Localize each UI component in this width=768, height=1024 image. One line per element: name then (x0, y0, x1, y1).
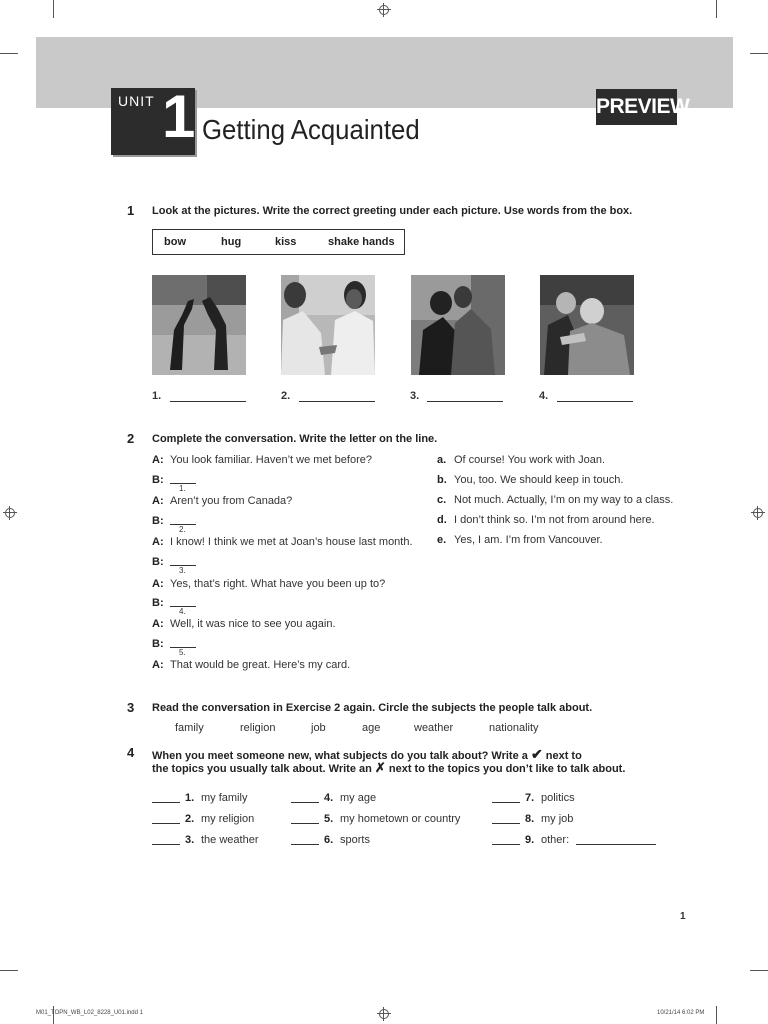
blank-number: 5. (179, 648, 186, 657)
instruction-text: next to (545, 750, 582, 762)
unit-label: UNIT (118, 93, 155, 109)
other-topic-line[interactable] (576, 844, 656, 845)
instruction-text: next to the topics you don’t like to talk about. (388, 763, 626, 775)
exercise-number: 1 (127, 203, 135, 218)
registration-mark-icon (377, 3, 391, 17)
subject-option[interactable]: age (362, 722, 381, 734)
photo-kiss (411, 275, 505, 375)
page-title: Getting Acquainted (202, 114, 420, 145)
answer-line[interactable] (427, 401, 503, 402)
unit-number: 1 (162, 83, 196, 150)
conversation-line: That would be great. Here’s my card. (170, 659, 351, 671)
word-box-item: hug (221, 236, 242, 248)
topic-number: 1. (185, 792, 195, 804)
word-box-item: shake hands (328, 236, 395, 248)
blank-number: 3. (179, 566, 186, 575)
speaker-label: B: (152, 597, 164, 609)
option-letter: b. (437, 474, 447, 486)
option-text: Of course! You work with Joan. (454, 454, 606, 466)
option-letter: a. (437, 454, 447, 466)
word-box-item: bow (164, 236, 186, 248)
speaker-label: B: (152, 638, 164, 650)
blank-number: 1. (179, 484, 186, 493)
topic-label: my age (340, 792, 377, 804)
page-number: 1 (680, 911, 686, 922)
topic-number: 2. (185, 813, 195, 825)
speaker-label: A: (152, 618, 164, 630)
conversation-line: Yes, that’s right. What have you been up to? (170, 578, 386, 590)
preview-badge: PREVIEW (596, 89, 677, 125)
speaker-label: B: (152, 474, 164, 486)
exercise-instruction (152, 760, 625, 776)
option-text: I don’t think so. I’m not from around here. (454, 514, 655, 526)
option-text: Yes, I am. I’m from Vancouver. (454, 534, 603, 546)
exercise-number: 4 (127, 745, 135, 760)
topic-number: 3. (185, 834, 195, 846)
instruction-text: When you meet someone new, what subjects do you talk about? Write a (152, 750, 528, 762)
answer-line[interactable] (557, 401, 633, 402)
speaker-label: B: (152, 556, 164, 568)
exercise-instruction: Complete the conversation. Write the letter on the line. (152, 433, 438, 445)
topic-answer-blank[interactable] (492, 823, 520, 824)
speaker-label: A: (152, 495, 164, 507)
registration-mark-icon (3, 506, 17, 520)
picture-label: 3. (410, 390, 420, 402)
topic-answer-blank[interactable] (291, 802, 319, 803)
crop-mark (53, 0, 54, 18)
exercise-number: 3 (127, 700, 135, 715)
crop-mark (750, 970, 768, 971)
speaker-label: A: (152, 454, 164, 466)
topic-answer-blank[interactable] (152, 823, 180, 824)
topic-label: my religion (201, 813, 255, 825)
picture-label: 2. (281, 390, 291, 402)
subject-option[interactable]: family (175, 722, 204, 734)
blank-number: 4. (179, 607, 186, 616)
topic-answer-blank[interactable] (152, 802, 180, 803)
subject-option[interactable]: weather (414, 722, 454, 734)
subject-option[interactable]: nationality (489, 722, 539, 734)
topic-label: politics (541, 792, 575, 804)
option-letter: c. (437, 494, 447, 506)
footer-date: 10/21/14 6:02 PM (657, 1010, 705, 1016)
topic-label: the weather (201, 834, 259, 846)
speaker-label: B: (152, 515, 164, 527)
word-box (152, 229, 405, 255)
x-mark-icon: ✗ (374, 760, 386, 775)
topic-number: 5. (324, 813, 334, 825)
topic-number: 7. (525, 792, 535, 804)
crop-mark (716, 0, 717, 18)
speaker-label: A: (152, 659, 164, 671)
topic-number: 8. (525, 813, 535, 825)
footer-filename: M01_TOPN_WB_L02_8228_U01.indd 1 (36, 1010, 143, 1016)
registration-mark-icon (377, 1007, 391, 1021)
exercise-instruction: Look at the pictures. Write the correct greeting under each picture. Use words from the box. (152, 205, 633, 217)
conversation-line: I know! I think we met at Joan’s house last month. (170, 536, 413, 548)
picture-label: 4. (539, 390, 549, 402)
topic-answer-blank[interactable] (291, 844, 319, 845)
check-mark-icon: ✔ (530, 746, 543, 762)
crop-mark (716, 1006, 717, 1024)
answer-line[interactable] (170, 401, 246, 402)
subject-option[interactable]: religion (240, 722, 276, 734)
word-box-item: kiss (275, 236, 297, 248)
speaker-label: A: (152, 536, 164, 548)
topic-number: 9. (525, 834, 535, 846)
option-letter: d. (437, 514, 447, 526)
conversation-line: You look familiar. Haven’t we met before? (170, 454, 372, 466)
instruction-text: the topics you usually talk about. Write an (152, 763, 372, 775)
conversation-line: Well, it was nice to see you again. (170, 618, 336, 630)
blank-number: 2. (179, 525, 186, 534)
topic-label: my job (541, 813, 574, 825)
conversation-line: Aren’t you from Canada? (170, 495, 293, 507)
topic-label: other: (541, 834, 570, 846)
topic-label: my family (201, 792, 248, 804)
picture-label: 1. (152, 390, 162, 402)
crop-mark (0, 970, 18, 971)
topic-answer-blank[interactable] (152, 844, 180, 845)
exercise-number: 2 (127, 431, 135, 446)
topic-label: my hometown or country (340, 813, 461, 825)
topic-answer-blank[interactable] (492, 802, 520, 803)
photo-bow (152, 275, 246, 375)
exercise-instruction: Read the conversation in Exercise 2 again. Circle the subjects the people talk about. (152, 702, 593, 714)
crop-mark (750, 53, 768, 54)
topic-number: 4. (324, 792, 334, 804)
topic-label: sports (340, 834, 370, 846)
answer-line[interactable] (299, 401, 375, 402)
topic-answer-blank[interactable] (492, 844, 520, 845)
option-letter: e. (437, 534, 447, 546)
photo-shake-hands (281, 275, 375, 375)
crop-mark (0, 53, 18, 54)
topic-answer-blank[interactable] (291, 823, 319, 824)
topic-number: 6. (324, 834, 334, 846)
registration-mark-icon (751, 506, 765, 520)
speaker-label: A: (152, 578, 164, 590)
option-text: You, too. We should keep in touch. (454, 474, 624, 486)
option-text: Not much. Actually, I’m on my way to a class. (454, 494, 674, 506)
photo-hug (540, 275, 634, 375)
subject-option[interactable]: job (311, 722, 326, 734)
